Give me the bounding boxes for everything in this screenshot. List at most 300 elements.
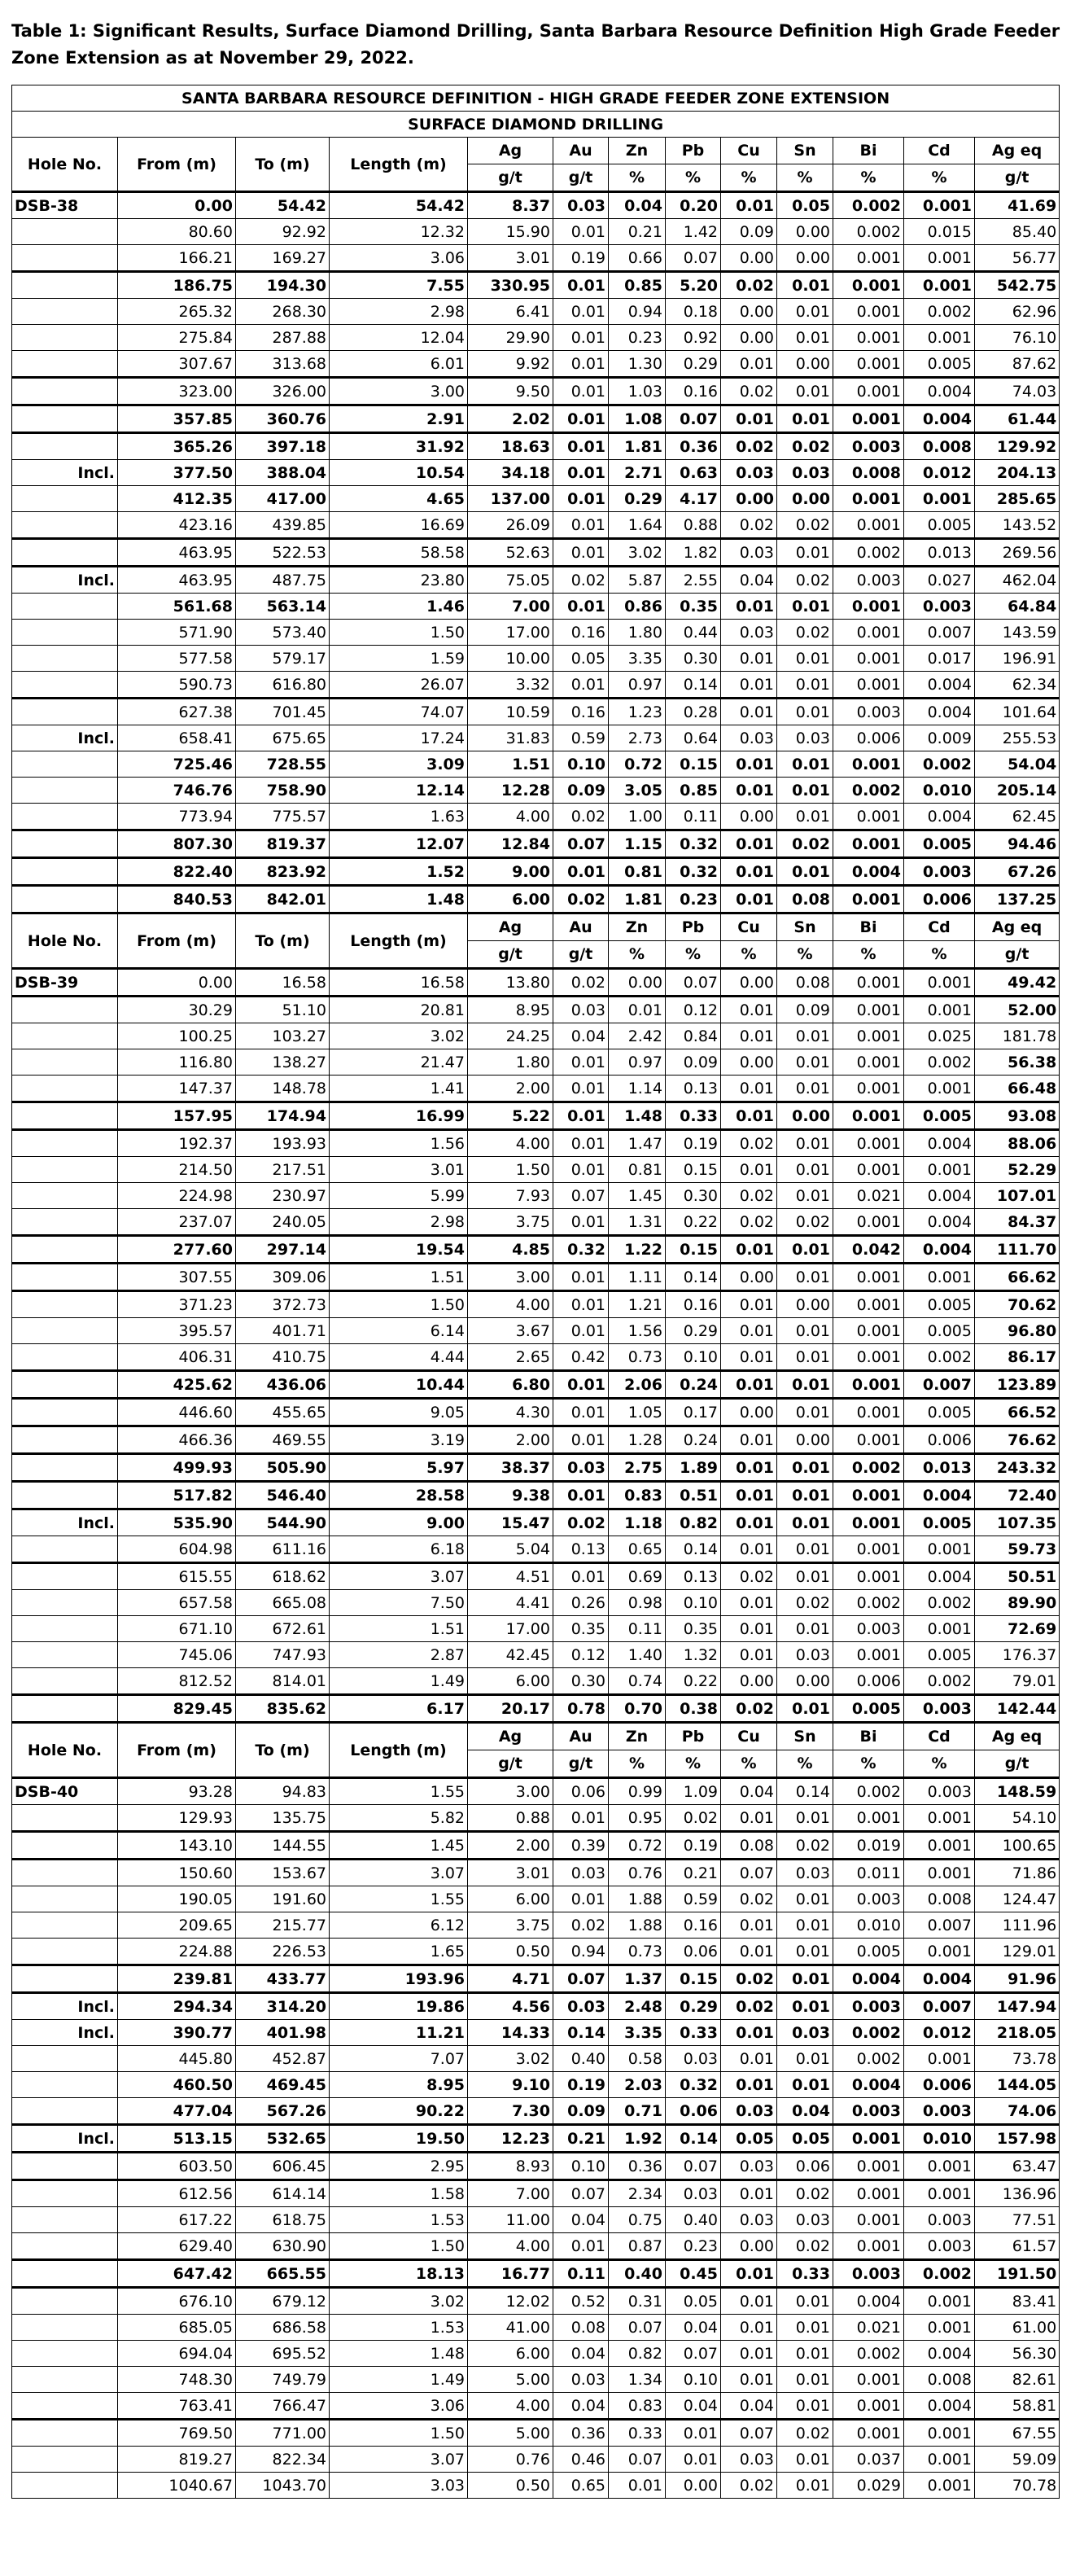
cell-value: 17.24 [330,725,468,751]
cell-value: 0.01 [721,1939,777,1965]
cell-value: 0.01 [777,378,833,405]
table-row [12,778,1060,804]
hole-cell-empty [12,1912,118,1939]
cell-value: 0.02 [553,969,609,997]
table-subtitle: SURFACE DIAMOND DRILLING [12,112,1060,138]
cell-value: 0.01 [777,1318,833,1344]
cell-value: 1.14 [609,1076,666,1102]
cell-value: 0.001 [833,620,904,646]
cell-value: 0.01 [777,1616,833,1642]
cell-value: 0.02 [721,378,777,405]
cell-value: 0.32 [553,1236,609,1264]
cell-value: 66.52 [975,1399,1060,1426]
table-row [12,2180,1060,2207]
cell-value: 0.00 [777,486,833,512]
cell-value: 0.00 [777,1426,833,1454]
cell-value: 1.56 [330,1130,468,1157]
cell-value: 0.003 [833,1886,904,1912]
cell-value: 5.99 [330,1183,468,1209]
cell-value: 135.75 [236,1805,330,1832]
cell-value: 59.73 [975,1536,1060,1563]
cell-value: 0.003 [833,699,904,725]
cell-value: 0.23 [666,2233,721,2260]
cell-value: 90.22 [330,2098,468,2125]
cell-value: 82.61 [975,2367,1060,2393]
table-row [12,1399,1060,1426]
cell-value: 0.15 [666,751,721,778]
cell-value: 12.14 [330,778,468,804]
cell-value: 0.01 [777,778,833,804]
cell-value: 74.06 [975,2098,1060,2125]
hole-cell-empty [12,2153,118,2180]
cell-value: 0.26 [553,1590,609,1616]
cell-value: 439.85 [236,512,330,539]
cell-value: 143.10 [118,1832,236,1860]
cell-value: 1.21 [609,1291,666,1318]
cell-value: 1.49 [330,2367,468,2393]
cell-value: 2.65 [468,1344,553,1371]
cell-value: 0.03 [721,725,777,751]
hole-cell-empty [12,2288,118,2315]
cell-value: 285.65 [975,486,1060,512]
cell-value: 255.53 [975,725,1060,751]
hole-cell-empty [12,1482,118,1509]
cell-value: 0.042 [833,1236,904,1264]
cell-value: 6.00 [468,2341,553,2367]
cell-value: 0.33 [666,2020,721,2046]
cell-value: 629.40 [118,2233,236,2260]
hole-cell-empty [12,325,118,351]
table-row [12,567,1060,594]
cell-value: 93.08 [975,1102,1060,1130]
cell-value: 676.10 [118,2288,236,2315]
cell-value: 0.002 [904,751,975,778]
cell-value: 0.02 [721,1695,777,1723]
col-header-element: Au [553,138,609,164]
cell-value: 0.59 [666,1886,721,1912]
col-header-element: Ag [468,913,553,941]
cell-value: 0.001 [833,886,904,913]
cell-value: 365.26 [118,433,236,460]
cell-value: 0.01 [777,1482,833,1509]
cell-value: 217.51 [236,1157,330,1183]
cell-value: 0.001 [833,2233,904,2260]
cell-value: 0.02 [777,2420,833,2447]
col-header-unit: g/t [468,1750,553,1778]
cell-value: 0.01 [777,1236,833,1264]
cell-value: 748.30 [118,2367,236,2393]
cell-value: 0.07 [553,830,609,858]
cell-value: 0.01 [721,2341,777,2367]
cell-value: 0.02 [721,272,777,299]
cell-value: 0.001 [833,594,904,620]
cell-value: 205.14 [975,778,1060,804]
cell-value: 0.01 [721,1102,777,1130]
cell-value: 371.23 [118,1291,236,1318]
cell-value: 138.27 [236,1049,330,1076]
table-row [12,2207,1060,2233]
cell-value: 0.14 [553,2020,609,2046]
table-row [12,997,1060,1023]
cell-value: 0.029 [833,2473,904,2499]
cell-value: 0.12 [666,997,721,1023]
col-header-element: Zn [609,913,666,941]
cell-value: 0.16 [666,1291,721,1318]
table-body [12,138,1060,2499]
cell-value: 0.69 [609,1563,666,1590]
cell-value: 452.87 [236,2046,330,2072]
cell-value: 665.55 [236,2260,330,2288]
table-row [12,2046,1060,2072]
cell-value: 0.64 [666,725,721,751]
cell-value: 0.65 [609,1536,666,1563]
cell-value: 4.51 [468,1563,553,1590]
cell-value: 0.004 [904,1209,975,1236]
cell-value: 0.001 [833,1426,904,1454]
cell-value: 10.00 [468,646,553,672]
cell-value: 0.027 [904,567,975,594]
cell-value: 93.28 [118,1778,236,1805]
cell-value: 56.38 [975,1049,1060,1076]
cell-value: 0.00 [721,1264,777,1291]
cell-value: 0.010 [833,1912,904,1939]
cell-value: 0.00 [777,219,833,245]
cell-value: 80.60 [118,219,236,245]
hole-cell-empty [12,830,118,858]
cell-value: 0.017 [904,646,975,672]
cell-value: 3.35 [609,2020,666,2046]
table-row [12,1318,1060,1344]
cell-value: 0.01 [777,272,833,299]
hole-cell-empty [12,751,118,778]
cell-value: 4.85 [468,1236,553,1264]
cell-value: 835.62 [236,1695,330,1723]
cell-value: 0.008 [904,2367,975,2393]
cell-value: 23.80 [330,567,468,594]
col-header-unit: g/t [553,1750,609,1778]
cell-value: 0.17 [666,1399,721,1426]
cell-value: 0.84 [666,1023,721,1049]
cell-value: 63.47 [975,2153,1060,2180]
table-row [12,2447,1060,2473]
cell-value: 436.06 [236,1371,330,1399]
cell-value: 0.001 [833,1318,904,1344]
cell-value: 0.007 [904,1912,975,1939]
cell-value: 92.92 [236,219,330,245]
cell-value: 215.77 [236,1912,330,1939]
cell-value: 239.81 [118,1965,236,1993]
cell-value: 0.002 [833,2046,904,2072]
cell-value: 16.58 [330,969,468,997]
cell-value: 3.01 [330,1157,468,1183]
col-header-unit: g/t [468,941,553,969]
cell-value: 4.00 [468,1130,553,1157]
cell-value: 31.83 [468,725,553,751]
cell-value: 0.04 [553,2341,609,2367]
hole-cell-empty [12,378,118,405]
included-interval-label: Incl. [12,2020,118,2046]
cell-value: 0.01 [777,672,833,699]
cell-value: 0.09 [553,2098,609,2125]
cell-value: 0.001 [833,646,904,672]
cell-value: 38.37 [468,1454,553,1482]
cell-value: 157.98 [975,2125,1060,2153]
hole-cell-empty [12,2367,118,2393]
cell-value: 390.77 [118,2020,236,2046]
cell-value: 0.001 [904,272,975,299]
cell-value: 56.77 [975,245,1060,272]
cell-value: 0.03 [553,1993,609,2020]
cell-value: 462.04 [975,567,1060,594]
cell-value: 129.93 [118,1805,236,1832]
cell-value: 67.55 [975,2420,1060,2447]
cell-value: 0.01 [553,539,609,567]
cell-value: 61.00 [975,2315,1060,2341]
cell-value: 0.005 [904,1642,975,1668]
cell-value: 0.63 [666,460,721,486]
cell-value: 62.34 [975,672,1060,699]
col-header-element: Pb [666,138,721,164]
cell-value: 3.07 [330,1563,468,1590]
cell-value: 0.50 [468,2473,553,2499]
hole-cell-empty [12,219,118,245]
table-row [12,2020,1060,2046]
cell-value: 0.005 [833,1695,904,1723]
cell-value: 0.33 [777,2260,833,2288]
cell-value: 0.19 [666,1130,721,1157]
cell-value: 0.01 [721,751,777,778]
cell-value: 0.01 [553,1264,609,1291]
cell-value: 412.35 [118,486,236,512]
cell-value: 0.08 [777,886,833,913]
cell-value: 0.03 [721,2153,777,2180]
cell-value: 3.09 [330,751,468,778]
cell-value: 1.22 [609,1236,666,1264]
cell-value: 505.90 [236,1454,330,1482]
cell-value: 0.01 [777,2473,833,2499]
table-row [12,1805,1060,1832]
cell-value: 1.03 [609,378,666,405]
cell-value: 0.06 [666,1939,721,1965]
cell-value: 0.005 [904,1102,975,1130]
cell-value: 360.76 [236,405,330,433]
cell-value: 1.80 [468,1049,553,1076]
cell-value: 0.11 [553,2260,609,2288]
cell-value: 12.23 [468,2125,553,2153]
cell-value: 88.06 [975,1130,1060,1157]
cell-value: 123.89 [975,1371,1060,1399]
cell-value: 0.01 [777,405,833,433]
cell-value: 590.73 [118,672,236,699]
cell-value: 1.11 [609,1264,666,1291]
table-row [12,1832,1060,1860]
col-header-length: Length (m) [330,913,468,969]
cell-value: 56.30 [975,2341,1060,2367]
cell-value: 4.44 [330,1344,468,1371]
col-header-element: Bi [833,138,904,164]
cell-value: 1.45 [609,1183,666,1209]
cell-value: 0.01 [721,1236,777,1264]
cell-value: 0.001 [904,1832,975,1860]
cell-value: 0.33 [609,2420,666,2447]
table-row [12,2125,1060,2153]
cell-value: 96.80 [975,1318,1060,1344]
cell-value: 0.36 [666,433,721,460]
cell-value: 0.01 [777,1695,833,1723]
cell-value: 21.47 [330,1049,468,1076]
cell-value: 0.01 [721,1805,777,1832]
cell-value: 829.45 [118,1695,236,1723]
hole-cell-empty [12,1344,118,1371]
cell-value: 2.42 [609,1023,666,1049]
hole-cell-empty [12,2447,118,2473]
cell-value: 0.001 [833,1399,904,1426]
cell-value: 7.93 [468,1183,553,1209]
cell-value: 0.85 [609,272,666,299]
hole-cell-empty [12,2315,118,2341]
cell-value: 49.42 [975,969,1060,997]
col-header-element: Cd [904,1723,975,1750]
included-interval-label: Incl. [12,1993,118,2020]
table-row [12,1183,1060,1209]
cell-value: 0.22 [666,1668,721,1695]
table-row [12,433,1060,460]
cell-value: 9.00 [468,858,553,886]
cell-value: 0.30 [666,646,721,672]
hole-cell-empty [12,620,118,646]
cell-value: 61.44 [975,405,1060,433]
col-header-unit: % [833,941,904,969]
cell-value: 1.40 [609,1642,666,1668]
cell-value: 0.01 [721,1536,777,1563]
col-header-unit: % [777,941,833,969]
cell-value: 0.004 [833,858,904,886]
cell-value: 0.01 [721,1912,777,1939]
cell-value: 0.01 [721,2260,777,2288]
table-row [12,1344,1060,1371]
cell-value: 2.02 [468,405,553,433]
cell-value: 401.71 [236,1318,330,1344]
cell-value: 0.87 [609,2233,666,2260]
cell-value: 618.75 [236,2207,330,2233]
cell-value: 0.004 [833,1965,904,1993]
cell-value: 0.006 [833,1668,904,1695]
cell-value: 499.93 [118,1454,236,1482]
cell-value: 0.003 [833,567,904,594]
cell-value: 0.02 [721,1965,777,1993]
table-row [12,2260,1060,2288]
cell-value: 0.74 [609,1668,666,1695]
cell-value: 2.75 [609,1454,666,1482]
cell-value: 2.98 [330,1209,468,1236]
cell-value: 0.76 [468,2447,553,2473]
cell-value: 579.17 [236,646,330,672]
cell-value: 0.01 [777,2288,833,2315]
cell-value: 0.001 [833,1371,904,1399]
cell-value: 410.75 [236,1344,330,1371]
cell-value: 0.01 [553,512,609,539]
cell-value: 3.01 [468,245,553,272]
cell-value: 0.00 [118,969,236,997]
table-row [12,1371,1060,1399]
hole-cell-empty [12,646,118,672]
cell-value: 326.00 [236,378,330,405]
hole-cell-empty [12,804,118,830]
cell-value: 52.00 [975,997,1060,1023]
cell-value: 0.001 [833,2153,904,2180]
cell-value: 3.02 [609,539,666,567]
cell-value: 19.50 [330,2125,468,2153]
cell-value: 70.62 [975,1291,1060,1318]
cell-value: 0.03 [553,1860,609,1886]
cell-value: 1.81 [609,433,666,460]
table-row [12,2315,1060,2341]
hole-cell-empty [12,1318,118,1344]
cell-value: 94.46 [975,830,1060,858]
cell-value: 0.08 [777,969,833,997]
cell-value: 0.01 [721,1291,777,1318]
cell-value: 0.01 [777,1886,833,1912]
cell-value: 66.62 [975,1264,1060,1291]
table-row [12,672,1060,699]
cell-value: 0.85 [666,778,721,804]
cell-value: 0.003 [904,2233,975,2260]
hole-cell-empty [12,1832,118,1860]
table-row [12,804,1060,830]
included-interval-label: Incl. [12,567,118,594]
cell-value: 0.001 [833,969,904,997]
cell-value: 0.01 [553,1482,609,1509]
cell-value: 614.14 [236,2180,330,2207]
cell-value: 0.32 [666,2072,721,2098]
cell-value: 3.67 [468,1318,553,1344]
cell-value: 0.01 [553,858,609,886]
cell-value: 0.03 [553,192,609,219]
cell-value: 0.002 [833,539,904,567]
cell-value: 0.22 [666,1209,721,1236]
cell-value: 0.07 [666,2341,721,2367]
cell-value: 0.98 [609,1590,666,1616]
cell-value: 0.01 [553,1318,609,1344]
cell-value: 0.86 [609,594,666,620]
cell-value: 0.02 [553,886,609,913]
cell-value: 54.04 [975,751,1060,778]
cell-value: 54.10 [975,1805,1060,1832]
table-row [12,1291,1060,1318]
cell-value: 513.15 [118,2125,236,2153]
cell-value: 0.01 [777,1371,833,1399]
cell-value: 1.23 [609,699,666,725]
cell-value: 0.07 [553,1965,609,1993]
cell-value: 0.50 [468,1939,553,1965]
cell-value: 1.52 [330,858,468,886]
col-header-unit: % [833,1750,904,1778]
table-row [12,486,1060,512]
col-header-from: From (m) [118,138,236,192]
cell-value: 0.004 [904,699,975,725]
cell-value: 463.95 [118,539,236,567]
hole-cell-empty [12,1426,118,1454]
cell-value: 34.18 [468,460,553,486]
cell-value: 76.10 [975,325,1060,351]
cell-value: 604.98 [118,1536,236,1563]
cell-value: 75.05 [468,567,553,594]
cell-value: 0.001 [904,1264,975,1291]
cell-value: 0.92 [666,325,721,351]
cell-value: 2.55 [666,567,721,594]
cell-value: 0.23 [666,886,721,913]
col-header-unit: g/t [468,164,553,192]
